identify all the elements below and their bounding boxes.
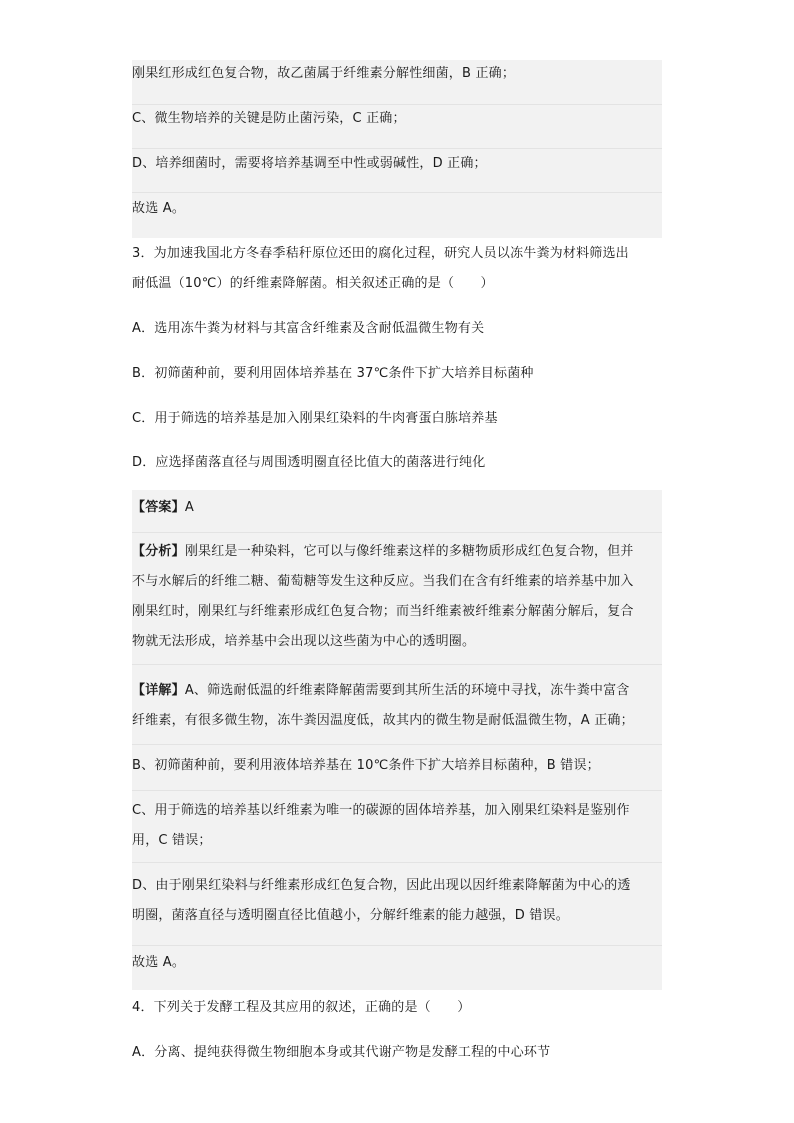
prev-conclusion: 故选 A。: [132, 201, 186, 216]
q3-detail-line-7: 明圈，菌落直径与透明圈直径比值越小，分解纤维素的能力越强，D 错误。: [132, 908, 569, 923]
row-separator: [132, 104, 662, 105]
q3-option-c: C．用于筛选的培养基是加入刚果红染料的牛肉膏蛋白胨培养基: [132, 411, 498, 426]
q3-stem-line-1: 3．为加速我国北方冬春季秸秆原位还田的腐化过程，研究人员以冻牛粪为材料筛选出: [132, 246, 629, 261]
q3-detail-line-2: 纤维素，有很多微生物，冻牛粪因温度低，故其内的微生物是耐低温微生物，A 正确；: [132, 713, 634, 728]
row-separator: [132, 532, 662, 533]
q3-conclusion: 故选 A。: [132, 955, 186, 970]
q3-stem-line-2: 耐低温（10℃）的纤维素降解菌。相关叙述正确的是（ ）: [132, 276, 494, 291]
q3-analysis-line-1: [132, 541, 662, 563]
prev-option-c: C、微生物培养的关键是防止菌污染，C 正确；: [132, 111, 406, 126]
q3-option-a: A．选用冻牛粪为材料与其富含纤维素及含耐低温微生物有关: [132, 321, 485, 336]
answer-label: 【答案】: [132, 500, 185, 515]
row-separator: [132, 744, 662, 745]
q3-detail-line-3: B、初筛菌种前，要利用液体培养基在 10℃条件下扩大培养目标菌种，B 错误；: [132, 758, 600, 773]
row-separator: [132, 945, 662, 946]
q4-stem: 4．下列关于发酵工程及其应用的叙述，正确的是（ ）: [132, 1000, 471, 1015]
q3-analysis-line-4: 物就无法形成，培养基中会出现以这些菌为中心的透明圈。: [132, 634, 476, 649]
q3-option-d: D．应选择菌落直径与周围透明圈直径比值大的菌落进行纯化: [132, 455, 486, 470]
q3-detail-line-5: 用，C 错误；: [132, 833, 212, 848]
q3-detail-line-6: D、由于刚果红染料与纤维素形成红色复合物，因此出现以因纤维素降解菌为中心的透: [132, 878, 631, 893]
prev-option-d: D、培养细菌时，需要将培养基调至中性或弱碱性，D 正确；: [132, 156, 487, 171]
q3-analysis-line-3: 刚果红时，刚果红与纤维素形成红色复合物；而当纤维素被纤维素分解菌分解后，复合: [132, 604, 634, 619]
q4-option-a: A．分离、提纯获得微生物细胞本身或其代谢产物是发酵工程的中心环节: [132, 1045, 551, 1060]
row-separator: [132, 192, 662, 193]
answer-value: A: [184, 500, 194, 515]
row-separator: [132, 862, 662, 863]
q3-option-b: B．初筛菌种前，要利用固体培养基在 37℃条件下扩大培养目标菌种: [132, 366, 534, 381]
detail-text: A、筛选耐低温的纤维素降解菌需要到其所生活的环境中寻找，冻牛粪中富含: [184, 683, 630, 698]
q3-analysis-line-2: 不与水解后的纤维二糖、葡萄糖等发生这种反应。当我们在含有纤维素的培养基中加入: [132, 574, 634, 589]
row-separator: [132, 664, 662, 665]
analysis-text: 刚果红是一种染料，它可以与像纤维素这样的多糖物质形成红色复合物，但并: [184, 544, 634, 559]
row-separator: [132, 148, 662, 149]
row-separator: [132, 790, 662, 791]
q3-detail-line-4: C、用于筛选的培养基以纤维素为唯一的碳源的固体培养基，加入刚果红染料是鉴别作: [132, 803, 630, 818]
analysis-label: 【分析】: [132, 544, 185, 559]
prev-explanation-line: 刚果红形成红色复合物，故乙菌属于纤维素分解性细菌，B 正确；: [132, 66, 516, 81]
q3-detail-line-1: [132, 680, 662, 702]
detail-label: 【详解】: [132, 683, 185, 698]
q3-answer: [132, 497, 662, 519]
